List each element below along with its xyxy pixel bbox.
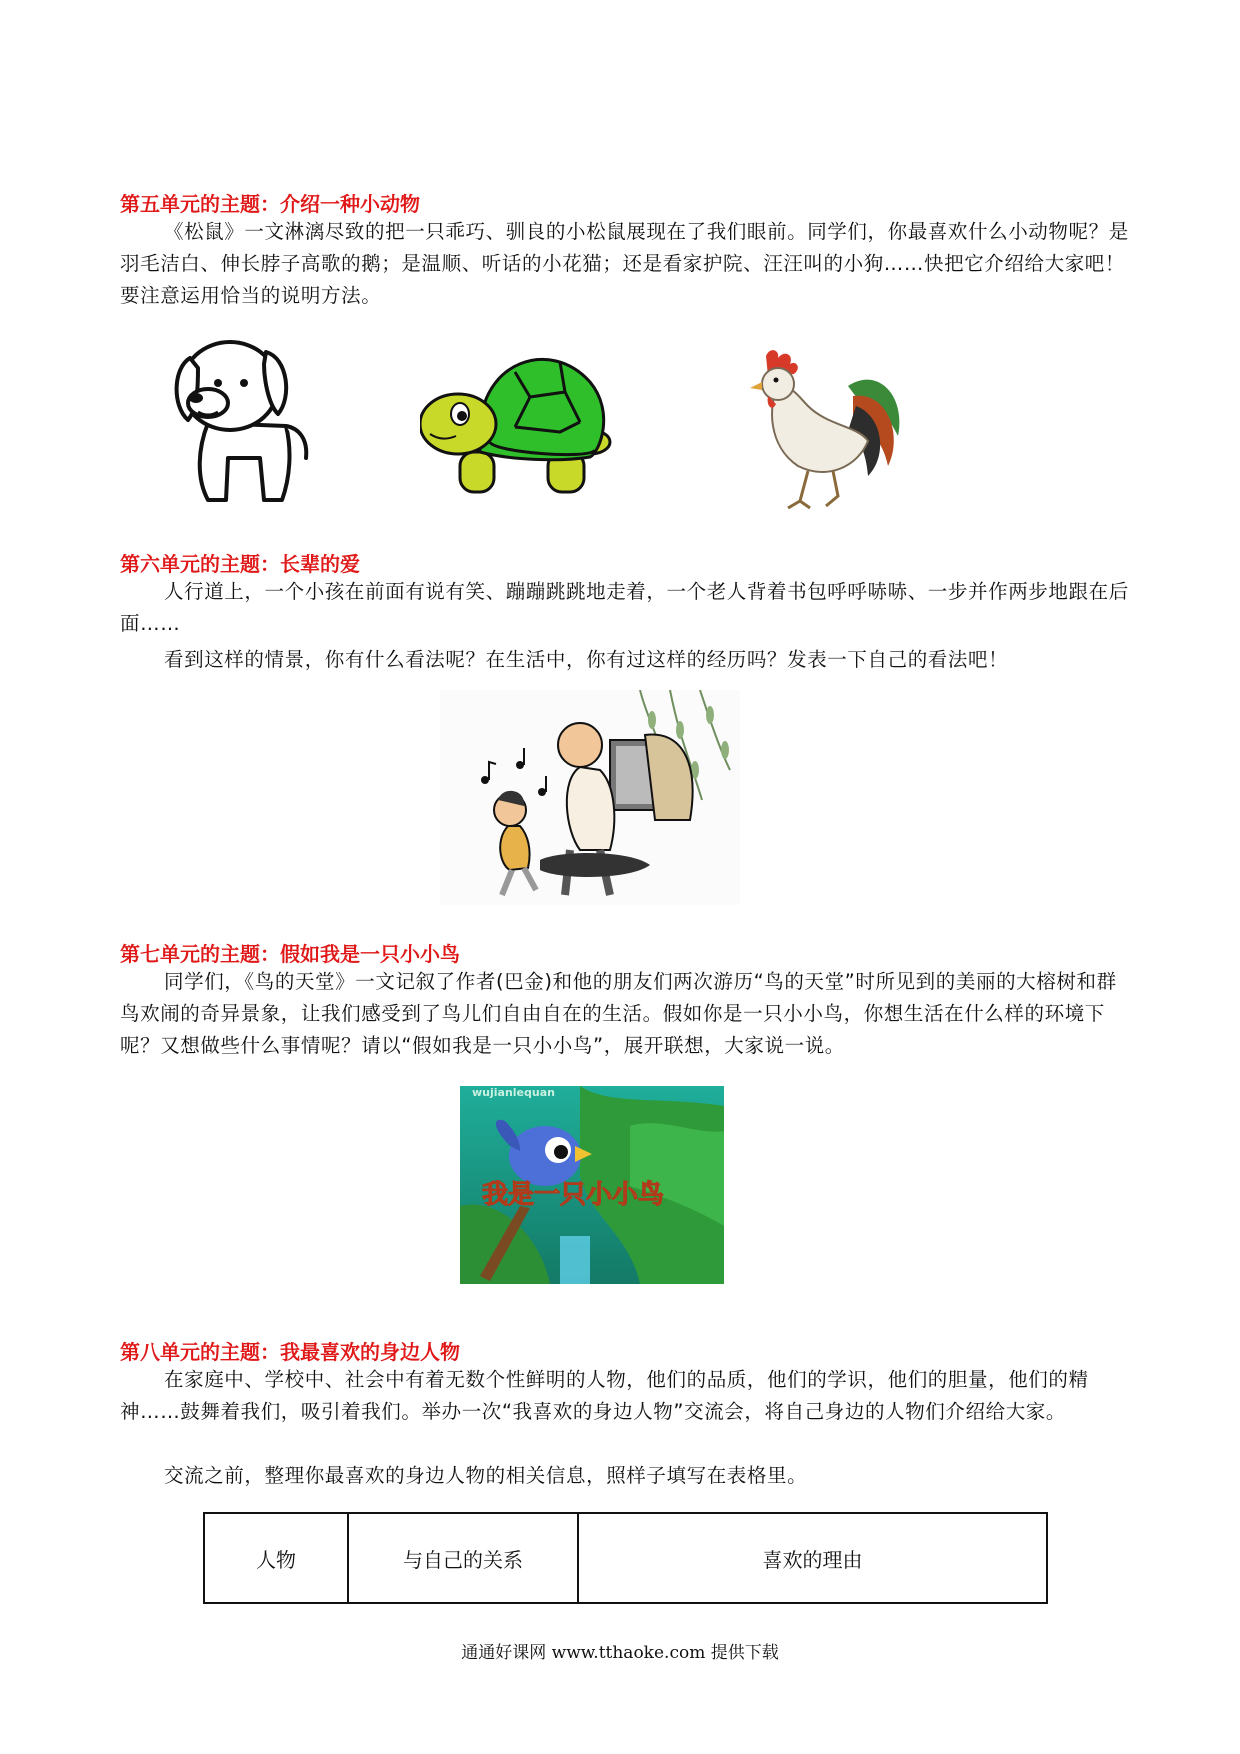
person-info-table [203,1512,1048,1604]
grandpa-child-cartoon [440,690,740,905]
unit6-paragraph-2: 看到这样的情景，你有什么看法呢？在生活中，你有过这样的经历吗？发表一下自己的看法吧！ [164,648,1009,671]
unit7-heading: 第七单元的主题：假如我是一只小小鸟 [120,942,460,966]
unit8-paragraph-1: 在家庭中、学校中、社会中有着无数个性鲜明的人物，他们的品质，他们的学识，他们的胆量，他们的精神……鼓舞着我们，吸引着我们。举办一次“我喜欢的身边人物”交流会，将自己身边的人物们介绍给大家。 [120,1368,1089,1423]
unit5-paragraph: 《松鼠》一文淋漓尽致的把一只乖巧、驯良的小松鼠展现在了我们眼前。同学们，你最喜欢什么小动物呢？是羽毛洁白、伸长脖子高歌的鹅；是温顺、听话的小花猫；还是看家护院、汪汪叫的小狗……快把它介绍给大家吧！要注意运用恰当的说明方法。 [120,220,1129,307]
rooster-drawing [738,346,908,516]
unit8-paragraph-2: 交流之前，整理你最喜欢的身边人物的相关信息，照样子填写在表格里。 [164,1464,808,1487]
puppy-drawing [168,328,328,508]
table-header-relation: 与自己的关系 [348,1513,578,1603]
bird-caption: 我是一只小小鸟 [482,1180,665,1210]
unit6-paragraph-1: 人行道上，一个小孩在前面有说有笑、蹦蹦跳跳地走着，一个老人背着书包呼呼哧哧、一步并作两步地跟在后面…… [120,580,1129,635]
bird-watermark: wujianlequan [472,1086,555,1099]
unit8-heading: 第八单元的主题：我最喜欢的身边人物 [120,1340,460,1364]
unit7-paragraph: 同学们，《鸟的天堂》一文记叙了作者(巴金)和他的朋友们两次游历“鸟的天堂”时所见到的美丽的大榕树和群鸟欢闹的奇异景象，让我们感受到了鸟儿们自由自在的生活。假如你是一只小小鸟，你想生活在什么样的环境下呢？又想做些什么事情呢？请以“假如我是一只小小鸟”，展开联想，大家说一说。 [120,970,1117,1057]
table-header-row [204,1513,1047,1603]
unit5-heading: 第五单元的主题：介绍一种小动物 [120,192,420,216]
table-header-person: 人物 [204,1513,348,1603]
bird-video-frame [460,1086,724,1284]
page-footer: 通通好课网 www.tthaoke.com 提供下载 [461,1643,779,1663]
unit6-heading: 第六单元的主题：长辈的爱 [120,552,360,576]
table-header-reason: 喜欢的理由 [578,1513,1047,1603]
turtle-drawing [420,342,620,502]
